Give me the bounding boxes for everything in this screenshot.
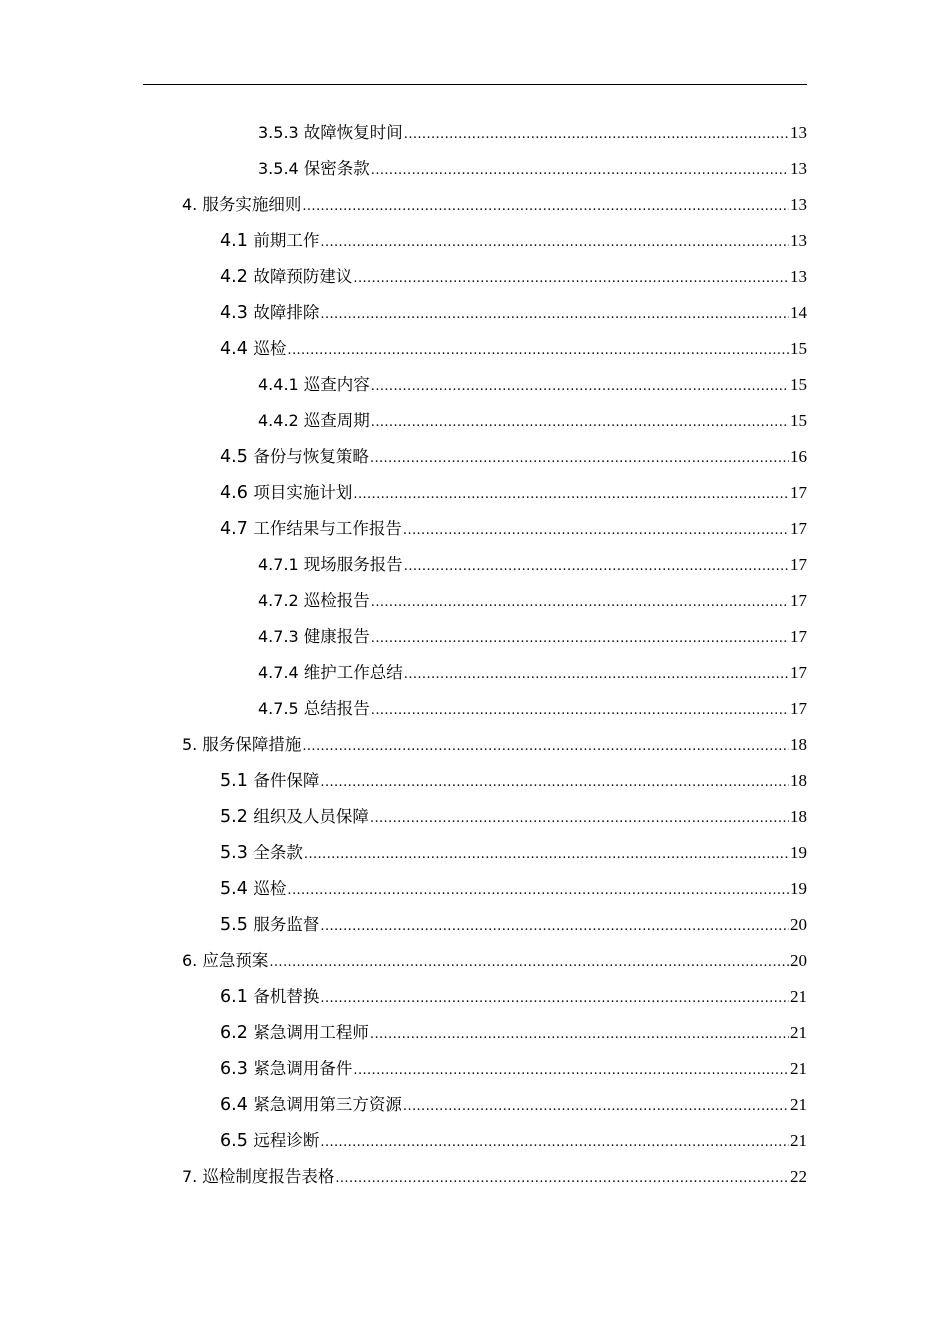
toc-entry[interactable] [0, 623, 950, 659]
toc-entry-page-number: 15 [790, 411, 807, 430]
toc-dot-leader [304, 847, 789, 862]
toc-dot-leader [320, 1135, 789, 1150]
toc-dot-leader [371, 415, 789, 430]
toc-entry-number: 5.3 [220, 843, 254, 863]
toc-dot-leader [302, 199, 789, 214]
toc-entry-title: 巡检 [253, 879, 287, 898]
toc-entry[interactable] [0, 659, 950, 695]
toc-entry-page-number: 18 [790, 735, 807, 754]
toc-dot-leader [302, 739, 789, 754]
toc-entry[interactable] [0, 1163, 950, 1199]
toc-entry-number: 4.5 [220, 447, 254, 467]
toc-entry-title: 保密条款 [303, 159, 370, 178]
toc-dot-leader [269, 955, 789, 970]
toc-entry-title: 巡检制度报告表格 [202, 1167, 335, 1186]
toc-entry-page-number: 21 [790, 987, 807, 1006]
toc-entry[interactable] [0, 551, 950, 587]
toc-entry[interactable] [0, 1091, 950, 1127]
toc-entry-page-number: 13 [790, 267, 807, 286]
toc-dot-leader [370, 1027, 789, 1042]
table-of-contents [0, 119, 950, 1199]
toc-entry-number: 4.7.4 [258, 663, 304, 682]
toc-entry[interactable] [0, 839, 950, 875]
toc-entry-page-number: 13 [790, 159, 807, 178]
toc-entry-page-number: 15 [790, 375, 807, 394]
toc-entry[interactable] [0, 515, 950, 551]
toc-entry[interactable] [0, 875, 950, 911]
toc-entry[interactable] [0, 767, 950, 803]
toc-entry[interactable] [0, 443, 950, 479]
toc-entry[interactable] [0, 947, 950, 983]
toc-entry-page-number: 13 [790, 123, 807, 142]
toc-entry-number: 4.1 [220, 231, 254, 251]
toc-dot-leader [370, 451, 789, 466]
toc-entry-page-number: 17 [790, 519, 807, 538]
toc-entry-number: 4.7.3 [258, 627, 304, 646]
toc-entry-number: 3.5.4 [258, 159, 304, 178]
toc-dot-leader [353, 271, 789, 286]
toc-entry-page-number: 18 [790, 771, 807, 790]
toc-entry-number: 6.5 [220, 1131, 254, 1151]
toc-entry-title: 维护工作总结 [303, 663, 403, 682]
toc-entry-title: 工作结果与工作报告 [253, 519, 402, 538]
toc-entry[interactable] [0, 731, 950, 767]
toc-entry[interactable] [0, 227, 950, 263]
toc-entry-page-number: 19 [790, 879, 807, 898]
toc-dot-leader [371, 163, 789, 178]
toc-entry-page-number: 17 [790, 555, 807, 574]
toc-entry-page-number: 13 [790, 231, 807, 250]
toc-entry-number: 4.6 [220, 483, 254, 503]
toc-entry[interactable] [0, 263, 950, 299]
toc-dot-leader [371, 595, 789, 610]
toc-dot-leader [371, 379, 789, 394]
toc-entry-title: 巡检报告 [303, 591, 370, 610]
toc-entry-title: 总结报告 [303, 699, 370, 718]
toc-entry-title: 备份与恢复策略 [253, 447, 369, 466]
toc-entry-page-number: 15 [790, 339, 807, 358]
toc-dot-leader [403, 523, 789, 538]
toc-entry-number: 7. [182, 1167, 203, 1186]
toc-entry-number: 4.4.1 [258, 375, 304, 394]
toc-entry-page-number: 21 [790, 1095, 807, 1114]
toc-entry-page-number: 18 [790, 807, 807, 826]
toc-entry-title: 巡检 [253, 339, 287, 358]
toc-entry-title: 故障排除 [253, 303, 320, 322]
toc-entry-number: 5.5 [220, 915, 254, 935]
header-rule [143, 84, 807, 85]
toc-entry-number: 4.7.5 [258, 699, 304, 718]
toc-entry[interactable] [0, 119, 950, 155]
toc-dot-leader [404, 559, 789, 574]
toc-entry-page-number: 17 [790, 663, 807, 682]
toc-dot-leader [320, 775, 789, 790]
toc-entry-number: 6.2 [220, 1023, 254, 1043]
toc-entry-number: 4.4.2 [258, 411, 304, 430]
toc-entry[interactable] [0, 299, 950, 335]
toc-dot-leader [287, 883, 789, 898]
toc-entry-title: 故障恢复时间 [303, 123, 403, 142]
toc-entry-page-number: 17 [790, 591, 807, 610]
toc-entry-title: 项目实施计划 [253, 483, 353, 502]
toc-entry-page-number: 20 [790, 951, 807, 970]
toc-entry-page-number: 17 [790, 699, 807, 718]
toc-dot-leader [320, 919, 789, 934]
toc-entry-title: 巡查内容 [303, 375, 370, 394]
toc-entry-title: 现场服务报告 [303, 555, 403, 574]
toc-entry[interactable] [0, 983, 950, 1019]
toc-entry-page-number: 22 [790, 1167, 807, 1186]
toc-entry-title: 紧急调用第三方资源 [253, 1095, 402, 1114]
toc-entry-title: 前期工作 [253, 231, 320, 250]
toc-entry-page-number: 21 [790, 1131, 807, 1150]
toc-entry-page-number: 21 [790, 1023, 807, 1042]
toc-dot-leader [287, 343, 789, 358]
toc-entry-number: 4. [182, 195, 203, 214]
toc-entry-number: 4.3 [220, 303, 254, 323]
toc-entry-page-number: 14 [790, 303, 807, 322]
toc-entry[interactable] [0, 587, 950, 623]
toc-entry-number: 4.4 [220, 339, 254, 359]
toc-entry[interactable] [0, 803, 950, 839]
toc-entry-title: 巡查周期 [303, 411, 370, 430]
toc-entry-number: 5. [182, 735, 203, 754]
toc-entry-title: 备机替换 [253, 987, 320, 1006]
toc-dot-leader [353, 487, 789, 502]
toc-entry-number: 4.2 [220, 267, 254, 287]
toc-entry-title: 故障预防建议 [253, 267, 353, 286]
toc-entry-page-number: 20 [790, 915, 807, 934]
toc-entry[interactable] [0, 1127, 950, 1163]
toc-entry[interactable] [0, 335, 950, 371]
toc-entry[interactable] [0, 695, 950, 731]
toc-entry-number: 5.1 [220, 771, 254, 791]
toc-dot-leader [371, 631, 789, 646]
toc-dot-leader [370, 811, 789, 826]
toc-entry-number: 4.7.1 [258, 555, 304, 574]
toc-entry[interactable] [0, 407, 950, 443]
toc-entry[interactable] [0, 371, 950, 407]
toc-dot-leader [320, 307, 789, 322]
toc-entry-page-number: 17 [790, 627, 807, 646]
toc-entry-number: 6.3 [220, 1059, 254, 1079]
toc-entry-title: 组织及人员保障 [253, 807, 369, 826]
toc-entry-title: 服务实施细则 [202, 195, 302, 214]
toc-entry-title: 健康报告 [303, 627, 370, 646]
toc-entry-number: 6.1 [220, 987, 254, 1007]
toc-entry-title: 备件保障 [253, 771, 320, 790]
toc-entry-number: 3.5.3 [258, 123, 304, 142]
toc-entry[interactable] [0, 191, 950, 227]
toc-entry-number: 6. [182, 951, 203, 970]
toc-entry-number: 4.7 [220, 519, 254, 539]
toc-entry-title: 远程诊断 [253, 1131, 320, 1150]
toc-entry-page-number: 17 [790, 483, 807, 502]
toc-entry-title: 全条款 [253, 843, 303, 862]
toc-entry-number: 4.7.2 [258, 591, 304, 610]
toc-entry-page-number: 21 [790, 1059, 807, 1078]
toc-dot-leader [403, 1099, 789, 1114]
toc-dot-leader [371, 703, 789, 718]
toc-entry-title: 应急预案 [202, 951, 269, 970]
toc-dot-leader [335, 1171, 789, 1186]
toc-dot-leader [404, 127, 789, 142]
toc-dot-leader [320, 235, 789, 250]
toc-entry-title: 服务监督 [253, 915, 320, 934]
toc-entry[interactable] [0, 1055, 950, 1091]
toc-dot-leader [404, 667, 789, 682]
toc-entry-number: 5.2 [220, 807, 254, 827]
toc-entry-number: 5.4 [220, 879, 254, 899]
toc-entry-number: 6.4 [220, 1095, 254, 1115]
toc-entry-page-number: 13 [790, 195, 807, 214]
toc-entry-title: 紧急调用备件 [253, 1059, 353, 1078]
toc-entry-page-number: 19 [790, 843, 807, 862]
toc-entry-page-number: 16 [790, 447, 807, 466]
toc-entry[interactable] [0, 1019, 950, 1055]
toc-entry[interactable] [0, 155, 950, 191]
toc-entry[interactable] [0, 479, 950, 515]
toc-entry-title: 服务保障措施 [202, 735, 302, 754]
toc-dot-leader [320, 991, 789, 1006]
toc-dot-leader [353, 1063, 789, 1078]
toc-entry-title: 紧急调用工程师 [253, 1023, 369, 1042]
toc-entry[interactable] [0, 911, 950, 947]
